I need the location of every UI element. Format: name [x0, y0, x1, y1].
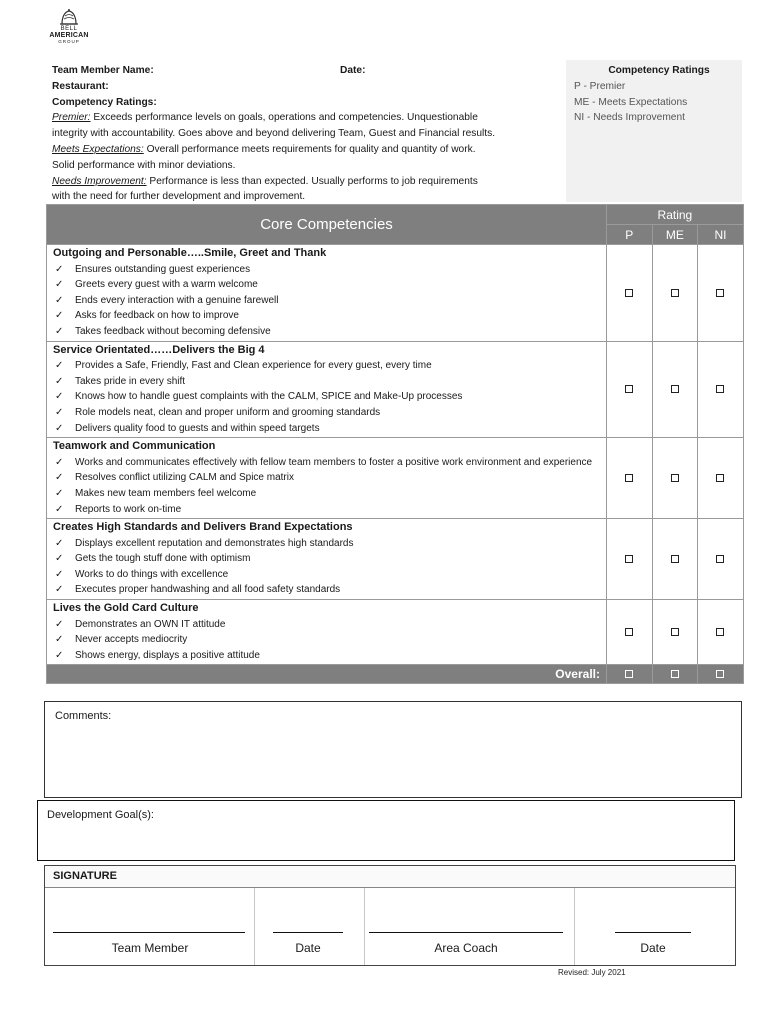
- legend-item-meets: ME - Meets Expectations: [574, 96, 688, 108]
- check-icon: ✓: [55, 263, 64, 275]
- form-header: [46, 60, 742, 202]
- check-icon: ✓: [55, 456, 64, 468]
- competency-ratings-legend: [566, 60, 742, 202]
- premier-label: Premier:: [52, 112, 91, 124]
- competency-item-text: Gets the tough stuff done with optimism: [75, 553, 251, 565]
- rating-cell-me: [652, 519, 698, 600]
- competency-ratings-label: Competency Ratings:: [52, 96, 157, 108]
- competency-section: [47, 600, 744, 665]
- signature-block: [44, 865, 736, 966]
- development-goals-field[interactable]: [37, 800, 735, 861]
- rating-checkbox-p[interactable]: [625, 555, 633, 563]
- check-icon: ✓: [55, 634, 64, 646]
- rating-checkbox-p[interactable]: [625, 474, 633, 482]
- competency-item-text: Works and communicates effectively with fellow team members to foster a positive work environment and experience: [75, 456, 593, 468]
- check-icon: ✓: [55, 649, 64, 661]
- competency-item-text: Knows how to handle guest complaints with the CALM, SPICE and Make-Up processes: [75, 391, 463, 403]
- competency-item-text: Ends every interaction with a genuine farewell: [75, 294, 279, 306]
- competency-item-text: Never accepts mediocrity: [75, 634, 188, 646]
- overall-checkbox-me[interactable]: [671, 670, 679, 678]
- rating-cell-p: [607, 438, 653, 519]
- competency-section-title: Outgoing and Personable…..Smile, Greet and Thank: [53, 247, 327, 259]
- competency-item-text: Greets every guest with a warm welcome: [75, 279, 258, 291]
- rating-cell-me: [652, 438, 698, 519]
- rating-checkbox-me[interactable]: [671, 628, 679, 636]
- competency-section: [47, 341, 744, 438]
- overall-checkbox-p[interactable]: [625, 670, 633, 678]
- competency-section-title: Lives the Gold Card Culture: [53, 602, 199, 615]
- date-label: Date:: [340, 65, 366, 76]
- competency-section-content: [47, 438, 607, 519]
- rating-checkbox-me[interactable]: [671, 289, 679, 297]
- bell-icon: [56, 8, 82, 26]
- rating-checkbox-ni[interactable]: [716, 555, 724, 563]
- rating-checkbox-p[interactable]: [625, 628, 633, 636]
- legend-item-premier: P - Premier: [574, 80, 626, 92]
- meets-definition-cont: Solid performance with minor deviations.: [52, 159, 236, 171]
- competency-item: [53, 389, 600, 405]
- competency-item: [53, 582, 600, 598]
- comments-field[interactable]: [44, 701, 742, 798]
- logo-line-1: BELL: [60, 26, 78, 32]
- competency-section-title: Creates High Standards and Delivers Brand Expectations: [53, 521, 353, 534]
- check-icon: ✓: [55, 553, 64, 565]
- check-icon: ✓: [55, 294, 64, 306]
- rating-checkbox-ni[interactable]: [716, 289, 724, 297]
- rating-cell-me: [652, 341, 698, 438]
- rating-cell-ni: [698, 600, 744, 665]
- competency-item: [53, 536, 600, 552]
- legend-item-needs: NI - Needs Improvement: [574, 112, 685, 124]
- rating-cell-ni: [698, 245, 744, 342]
- rating-checkbox-me[interactable]: [671, 555, 679, 563]
- competency-section-title: Service Orientated……Delivers the Big 4: [53, 343, 265, 356]
- competency-item: [53, 277, 600, 293]
- column-ni: NI: [698, 225, 744, 245]
- rating-cell-me: [652, 245, 698, 342]
- check-icon: ✓: [55, 487, 64, 499]
- rating-checkbox-p[interactable]: [625, 385, 633, 393]
- check-icon: ✓: [55, 472, 64, 484]
- competency-item: [53, 405, 600, 421]
- competency-item: [53, 551, 600, 567]
- development-goals-label: Development Goal(s):: [47, 809, 154, 821]
- competency-item: [53, 324, 600, 340]
- overall-label: Overall:: [47, 665, 607, 684]
- check-icon: ✓: [55, 422, 64, 434]
- competency-item-text: Executes proper handwashing and all food safety standards: [75, 584, 341, 596]
- rating-cell-p: [607, 341, 653, 438]
- competency-item: [53, 308, 600, 324]
- rating-checkbox-ni[interactable]: [716, 474, 724, 482]
- competency-item-text: Delivers quality food to guests and within speed targets: [75, 422, 320, 434]
- premier-definition-cont: integrity with accountability. Goes above and beyond delivering Team, Guest and Financial results.: [52, 128, 496, 140]
- signature-area-coach[interactable]: [365, 888, 575, 965]
- competency-item: [53, 293, 600, 309]
- signature-date-1[interactable]: [255, 888, 365, 965]
- check-icon: ✓: [55, 279, 64, 291]
- rating-checkbox-ni[interactable]: [716, 385, 724, 393]
- competency-item-text: Shows energy, displays a positive attitude: [75, 649, 260, 661]
- check-icon: ✓: [55, 310, 64, 322]
- column-p: P: [607, 225, 653, 245]
- competency-item-text: Asks for feedback on how to improve: [75, 310, 239, 322]
- logo-line-2: AMERICAN: [49, 32, 89, 39]
- check-icon: ✓: [55, 537, 64, 549]
- signature-team-member[interactable]: [45, 888, 255, 965]
- meets-definition: Meets Expectations: Overall performance meets requirements for quality and quantity of work.: [52, 143, 476, 155]
- signature-title: SIGNATURE: [45, 866, 735, 888]
- bell-american-logo: [44, 8, 94, 56]
- competency-item: [53, 648, 600, 664]
- rating-cell-p: [607, 245, 653, 342]
- restaurant-label: Restaurant:: [52, 80, 109, 92]
- competency-item: [53, 632, 600, 648]
- competency-item-text: Takes feedback without becoming defensive: [75, 325, 271, 337]
- check-icon: ✓: [55, 503, 64, 515]
- competency-item-text: Ensures outstanding guest experiences: [75, 263, 251, 275]
- competency-item-text: Works to do things with excellence: [75, 568, 229, 580]
- competency-item-text: Provides a Safe, Friendly, Fast and Clean experience for every guest, every time: [75, 360, 432, 372]
- rating-checkbox-me[interactable]: [671, 474, 679, 482]
- signature-label-date-2: Date: [640, 941, 666, 955]
- legend-title: Competency Ratings: [608, 65, 710, 76]
- check-icon: ✓: [55, 360, 64, 372]
- needs-definition: Needs Improvement: Performance is less than expected. Usually performs to job requirements: [52, 175, 478, 187]
- competency-item: [53, 502, 600, 518]
- competency-item: [53, 617, 600, 633]
- revised-date: Revised: July 2021: [558, 968, 626, 977]
- core-competencies-table: [46, 204, 744, 684]
- competency-item-text: Role models neat, clean and proper uniform and grooming standards: [75, 406, 381, 418]
- check-icon: ✓: [55, 325, 64, 337]
- competency-section-content: [47, 245, 607, 342]
- check-icon: ✓: [55, 568, 64, 580]
- competency-item: [53, 567, 600, 583]
- premier-definition: Premier: Exceeds performance levels on goals, operations and competencies. Unquestionable: [52, 112, 478, 124]
- check-icon: ✓: [55, 584, 64, 596]
- competency-item: [53, 374, 600, 390]
- competency-item-text: Demonstrates an OWN IT attitude: [75, 618, 226, 630]
- column-me: ME: [652, 225, 698, 245]
- team-member-name-label: Team Member Name:: [52, 65, 154, 76]
- needs-label: Needs Improvement:: [52, 175, 147, 187]
- overall-checkbox-ni[interactable]: [716, 670, 724, 678]
- competency-section-content: [47, 600, 607, 665]
- logo-line-3: GROUP: [58, 39, 80, 44]
- competency-section: [47, 438, 744, 519]
- competency-item-text: Resolves conflict utilizing CALM and Spice matrix: [75, 472, 294, 484]
- competency-item: [53, 486, 600, 502]
- signature-label-area-coach: Area Coach: [434, 941, 498, 955]
- rating-cell-ni: [698, 341, 744, 438]
- rating-cell-ni: [698, 438, 744, 519]
- rating-cell-ni: [698, 519, 744, 600]
- rating-heading: Rating: [607, 205, 744, 225]
- signature-date-2[interactable]: [575, 888, 735, 965]
- competency-item: [53, 358, 600, 374]
- competency-item: [53, 421, 600, 437]
- competency-section-title: Teamwork and Communication: [53, 440, 216, 453]
- competency-item-text: Makes new team members feel welcome: [75, 487, 257, 499]
- header-info: [46, 60, 566, 202]
- competency-item: [53, 470, 600, 486]
- rating-checkbox-p[interactable]: [625, 289, 633, 297]
- overall-row: [47, 665, 744, 684]
- rating-cell-p: [607, 519, 653, 600]
- signature-body: [45, 888, 735, 965]
- comments-label: Comments:: [55, 710, 112, 722]
- signature-label-team-member: Team Member: [111, 941, 189, 955]
- check-icon: ✓: [55, 375, 64, 387]
- check-icon: ✓: [55, 406, 64, 418]
- competency-item: [53, 262, 600, 278]
- competency-item-text: Reports to work on-time: [75, 503, 182, 515]
- check-icon: ✓: [55, 391, 64, 403]
- rating-cell-me: [652, 600, 698, 665]
- rating-cell-p: [607, 600, 653, 665]
- competency-item: [53, 455, 600, 471]
- competency-section: [47, 245, 744, 342]
- rating-checkbox-me[interactable]: [671, 385, 679, 393]
- competency-item-text: Displays excellent reputation and demonstrates high standards: [75, 537, 354, 549]
- check-icon: ✓: [55, 618, 64, 630]
- competency-item-text: Takes pride in every shift: [75, 375, 186, 387]
- rating-checkbox-ni[interactable]: [716, 628, 724, 636]
- meets-label: Meets Expectations:: [52, 143, 144, 155]
- needs-definition-cont: with the need for further development and improvement.: [52, 191, 306, 203]
- competency-section-content: [47, 519, 607, 600]
- core-competencies-heading: Core Competencies: [47, 205, 607, 245]
- signature-label-date-1: Date: [295, 941, 321, 955]
- competency-section-content: [47, 341, 607, 438]
- competency-section: [47, 519, 744, 600]
